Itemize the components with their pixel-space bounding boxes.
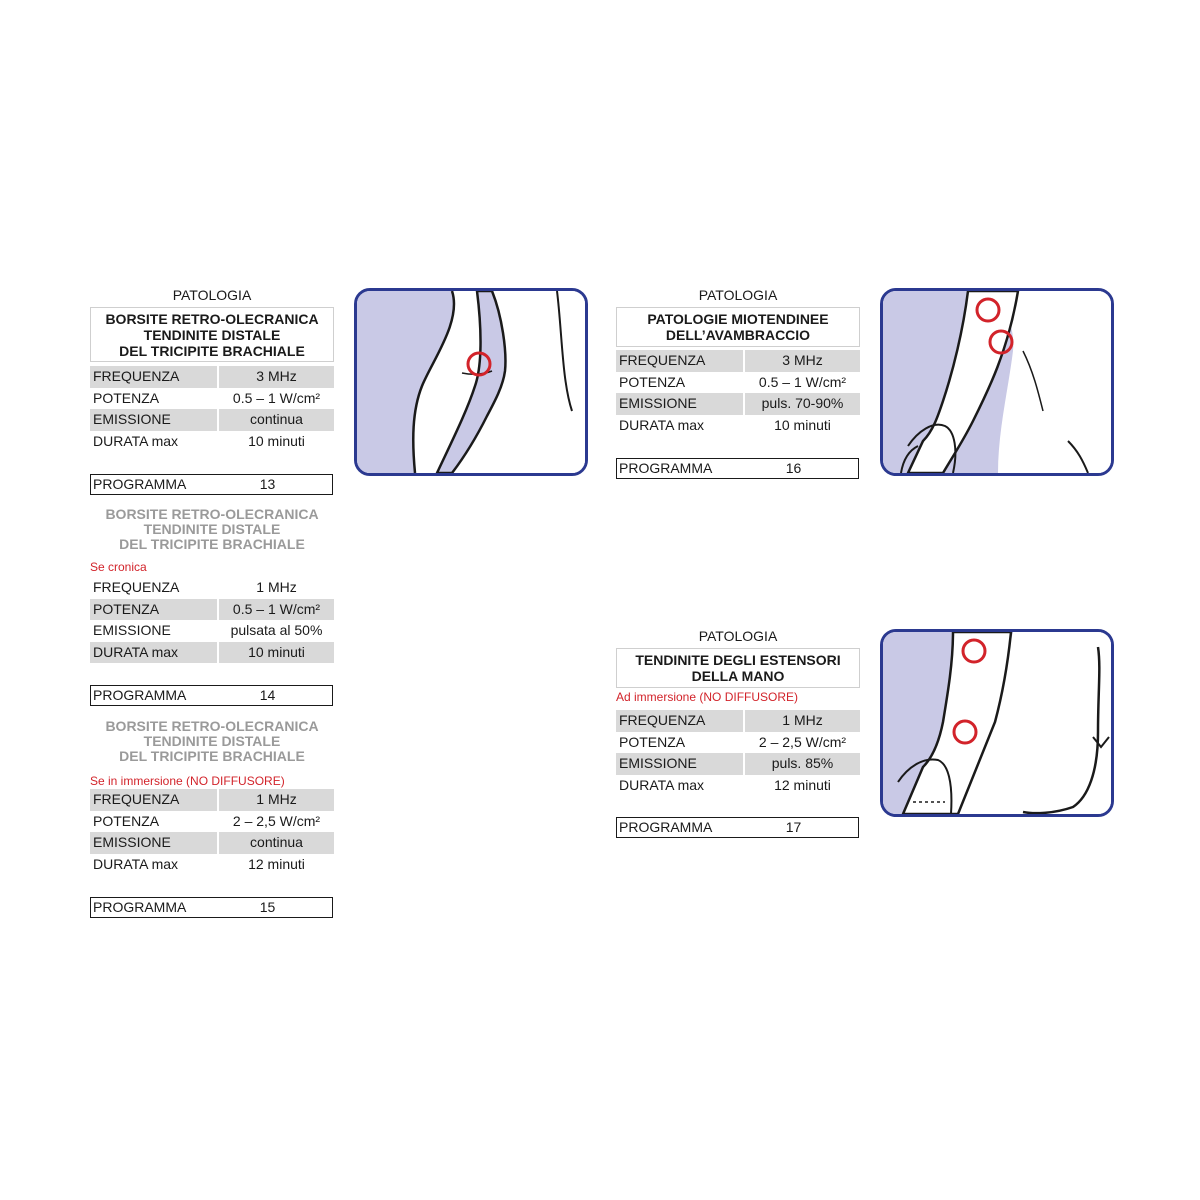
param-row [90,431,334,453]
param-value: 0.5 – 1 W/cm² [219,599,334,621]
param-value: 12 minuti [248,855,305,872]
title-line: DEL TRICIPITE BRACHIALE [119,748,305,764]
param-row [616,732,860,754]
title-line: BORSITE RETRO-OLECRANICA [105,310,319,327]
pathology-title [616,307,860,347]
parameters-table [90,366,334,452]
title-line: TENDINITE DISTALE [143,733,281,749]
param-value: 3 MHz [745,350,860,372]
forearm-illustration [880,288,1114,476]
patologia-label: PATOLOGIA [172,287,252,303]
programma-label: PROGRAMMA [93,899,187,915]
param-label: POTENZA [619,733,686,750]
programma-label: PROGRAMMA [619,460,713,476]
param-row [90,409,334,431]
pathology-title-repeat [90,719,334,764]
param-label: EMISSIONE [616,393,743,415]
param-label: DURATA max [619,776,705,793]
programma-number: 17 [785,819,802,835]
param-value: continua [219,832,334,854]
pathology-title-repeat [90,507,334,552]
title-line: TENDINITE DEGLI ESTENSORI [635,652,841,668]
title-line: PATOLOGIE MIOTENDINEE [647,311,829,327]
param-row [90,620,334,642]
param-row [616,350,860,372]
param-value: 3 MHz [219,366,334,388]
param-row [616,710,860,732]
title-line: TENDINITE DISTALE [143,326,281,343]
param-value: 0.5 – 1 W/cm² [758,373,847,390]
title-line: DEL TRICIPITE BRACHIALE [119,536,305,552]
param-label: DURATA max [93,432,179,449]
param-label: FREQUENZA [616,710,743,732]
programma-label: PROGRAMMA [93,687,187,703]
param-row [90,388,334,410]
param-value: continua [219,409,334,431]
parameters-table [616,350,860,436]
pathology-title [616,648,860,688]
param-label: POTENZA [90,599,217,621]
param-row [616,393,860,415]
param-value: puls. 85% [745,753,860,775]
param-label: POTENZA [619,373,686,390]
hand-illustration [880,629,1114,817]
param-row [90,642,334,664]
title-line: TENDINITE DISTALE [143,521,281,537]
parameters-table [90,577,334,663]
param-value: 1 MHz [219,789,334,811]
patologia-label: PATOLOGIA [698,628,778,644]
param-value: 0.5 – 1 W/cm² [232,389,321,406]
param-label: POTENZA [93,812,160,829]
condition-note: Se in immersione (NO DIFFUSORE) [90,774,285,788]
param-label: FREQUENZA [90,789,217,811]
param-value: 10 minuti [219,642,334,664]
param-row [616,753,860,775]
param-row [90,577,334,599]
programma-label: PROGRAMMA [93,476,187,492]
programma-box [616,458,859,479]
param-label: DURATA max [90,642,217,664]
param-row [90,854,334,876]
param-label: EMISSIONE [93,622,171,638]
param-row [616,372,860,394]
param-label: FREQUENZA [93,579,180,595]
param-value: 10 minuti [248,432,305,449]
param-label: EMISSIONE [90,832,217,854]
param-value: 2 – 2,5 W/cm² [758,733,847,750]
title-line: DEL TRICIPITE BRACHIALE [119,342,305,359]
param-label: FREQUENZA [90,366,217,388]
patologia-label: PATOLOGIA [698,287,778,303]
param-label: POTENZA [93,389,160,406]
param-row [90,366,334,388]
param-value: 1 MHz [745,710,860,732]
elbow-illustration [354,288,588,476]
forearm-drawing [883,291,1111,473]
param-label: EMISSIONE [616,753,743,775]
param-label: DURATA max [93,855,179,872]
param-value: puls. 70-90% [745,393,860,415]
param-row [90,811,334,833]
parameters-table [90,789,334,875]
param-label: DURATA max [619,416,705,433]
param-value: 10 minuti [774,416,831,433]
param-value: 2 – 2,5 W/cm² [232,812,321,829]
programma-number: 14 [259,687,276,703]
programma-box [616,817,859,838]
param-value: pulsata al 50% [230,622,323,638]
param-label: EMISSIONE [90,409,217,431]
title-line: BORSITE RETRO-OLECRANICA [105,718,319,734]
param-row [90,789,334,811]
pathology-title [90,307,334,362]
programma-number: 13 [259,476,276,492]
condition-note: Ad immersione (NO DIFFUSORE) [616,690,799,704]
programma-box [90,474,333,495]
param-value: 1 MHz [256,579,297,595]
param-row [616,775,860,797]
programma-number: 16 [785,460,802,476]
programma-label: PROGRAMMA [619,819,713,835]
title-line: DELL’AVAMBRACCIO [665,327,811,343]
programma-box [90,897,333,918]
param-row [90,832,334,854]
programma-box [90,685,333,706]
param-value: 12 minuti [774,776,831,793]
title-line: BORSITE RETRO-OLECRANICA [105,506,319,522]
param-row [616,415,860,437]
condition-note: Se cronica [90,560,147,574]
elbow-drawing [357,291,585,473]
hand-drawing [883,632,1111,814]
param-row [90,599,334,621]
programma-number: 15 [259,899,276,915]
parameters-table [616,710,860,796]
title-line: DELLA MANO [691,668,785,684]
param-label: FREQUENZA [616,350,743,372]
